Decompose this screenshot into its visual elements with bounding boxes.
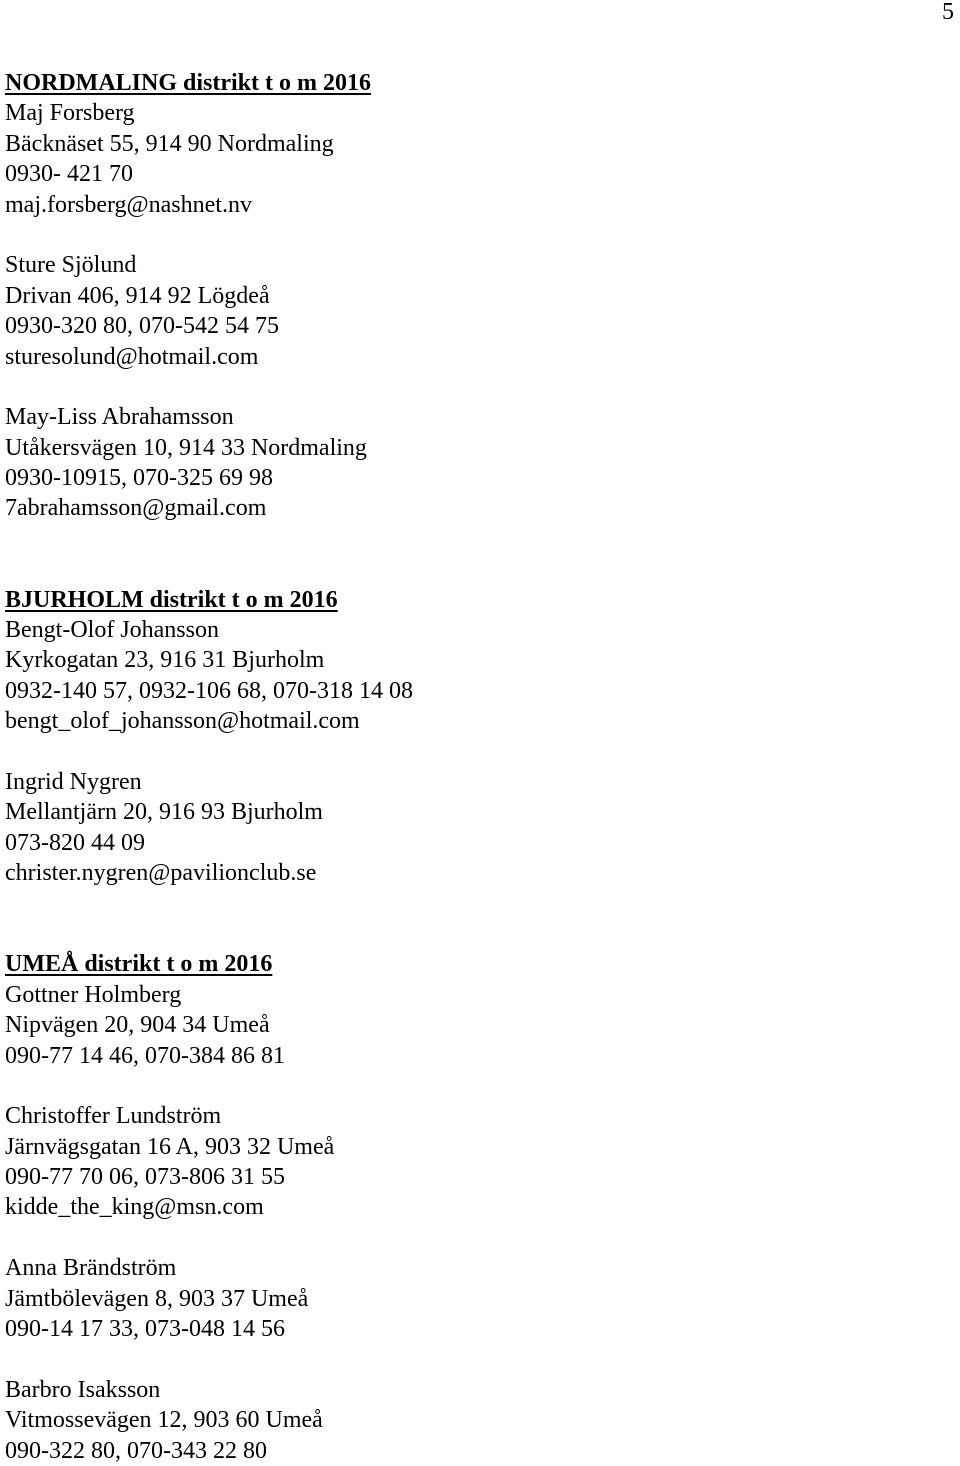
contact-address: Jämtbölevägen 8, 903 37 Umeå bbox=[5, 1285, 309, 1312]
contact-entry bbox=[5, 1253, 945, 1344]
contact-entry bbox=[5, 1375, 945, 1466]
contact-address: Mellantjärn 20, 916 93 Bjurholm bbox=[5, 799, 323, 826]
section-umea bbox=[5, 949, 945, 1466]
contact-email: 7abrahamsson@gmail.com bbox=[5, 495, 267, 522]
contact-name: Maj Forsberg bbox=[5, 100, 135, 127]
contact-address: Kyrkogatan 23, 916 31 Bjurholm bbox=[5, 647, 325, 674]
contact-name: Ingrid Nygren bbox=[5, 769, 142, 795]
contact-email: christer.nygren@pavilionclub.se bbox=[5, 860, 317, 887]
contact-phone: 090-77 14 46, 070-384 86 81 bbox=[5, 1042, 285, 1069]
contact-phone: 090-77 70 06, 073-806 31 55 bbox=[5, 1164, 285, 1191]
contact-name: Christoffer Lundström bbox=[5, 1103, 222, 1130]
contact-phone: 0930-320 80, 070-542 54 75 bbox=[5, 313, 279, 340]
contact-address: Nipvägen 20, 904 34 Umeå bbox=[5, 1012, 270, 1039]
contact-name: Sture Sjölund bbox=[5, 252, 137, 279]
contact-phone: 090-14 17 33, 073-048 14 56 bbox=[5, 1316, 285, 1343]
contact-address: Vitmossevägen 12, 903 60 Umeå bbox=[5, 1407, 323, 1434]
contact-address: Drivan 406, 914 92 Lögdeå bbox=[5, 282, 270, 309]
contact-entry bbox=[5, 98, 945, 220]
section-nordmaling bbox=[5, 68, 945, 524]
contact-phone: 0930-10915, 070-325 69 98 bbox=[5, 465, 273, 492]
section-heading: UMEÅ distrikt t o m 2016 bbox=[5, 951, 273, 978]
contact-name: Anna Brändström bbox=[5, 1255, 177, 1282]
contact-address: Bäcknäset 55, 914 90 Nordmaling bbox=[5, 130, 334, 157]
page-number: 5 bbox=[942, 0, 954, 25]
contact-list bbox=[5, 68, 945, 1466]
section-heading: BJURHOLM distrikt t o m 2016 bbox=[5, 586, 338, 613]
contact-entry bbox=[5, 615, 945, 737]
contact-email: kidde_the_king@msn.com bbox=[5, 1194, 264, 1221]
contact-entry bbox=[5, 980, 945, 1071]
contact-name: Barbro Isaksson bbox=[5, 1376, 161, 1403]
contact-phone: 0930- 421 70 bbox=[5, 161, 133, 188]
contact-email: sturesolund@hotmail.com bbox=[5, 343, 259, 370]
contact-phone: 073-820 44 09 bbox=[5, 829, 145, 856]
contact-entry bbox=[5, 250, 945, 372]
contact-entry bbox=[5, 402, 945, 524]
section-bjurholm bbox=[5, 585, 945, 889]
contact-name: Gottner Holmberg bbox=[5, 981, 182, 1008]
contact-entry bbox=[5, 1101, 945, 1223]
contact-entry bbox=[5, 767, 945, 889]
contact-phone: 0932-140 57, 0932-106 68, 070-318 14 08 bbox=[5, 677, 413, 704]
contact-phone: 090-322 80, 070-343 22 80 bbox=[5, 1437, 267, 1464]
contact-email: bengt_olof_johansson@hotmail.com bbox=[5, 708, 360, 735]
contact-name: Bengt-Olof Johansson bbox=[5, 617, 219, 644]
contact-address: Utåkersvägen 10, 914 33 Nordmaling bbox=[5, 434, 367, 461]
contact-address: Järnvägsgatan 16 A, 903 32 Umeå bbox=[5, 1133, 335, 1160]
contact-name: May-Liss Abrahamsson bbox=[5, 404, 234, 431]
contact-email: maj.forsberg@nashnet.nv bbox=[5, 191, 252, 218]
section-heading: NORDMALING distrikt t o m 2016 bbox=[5, 70, 371, 96]
